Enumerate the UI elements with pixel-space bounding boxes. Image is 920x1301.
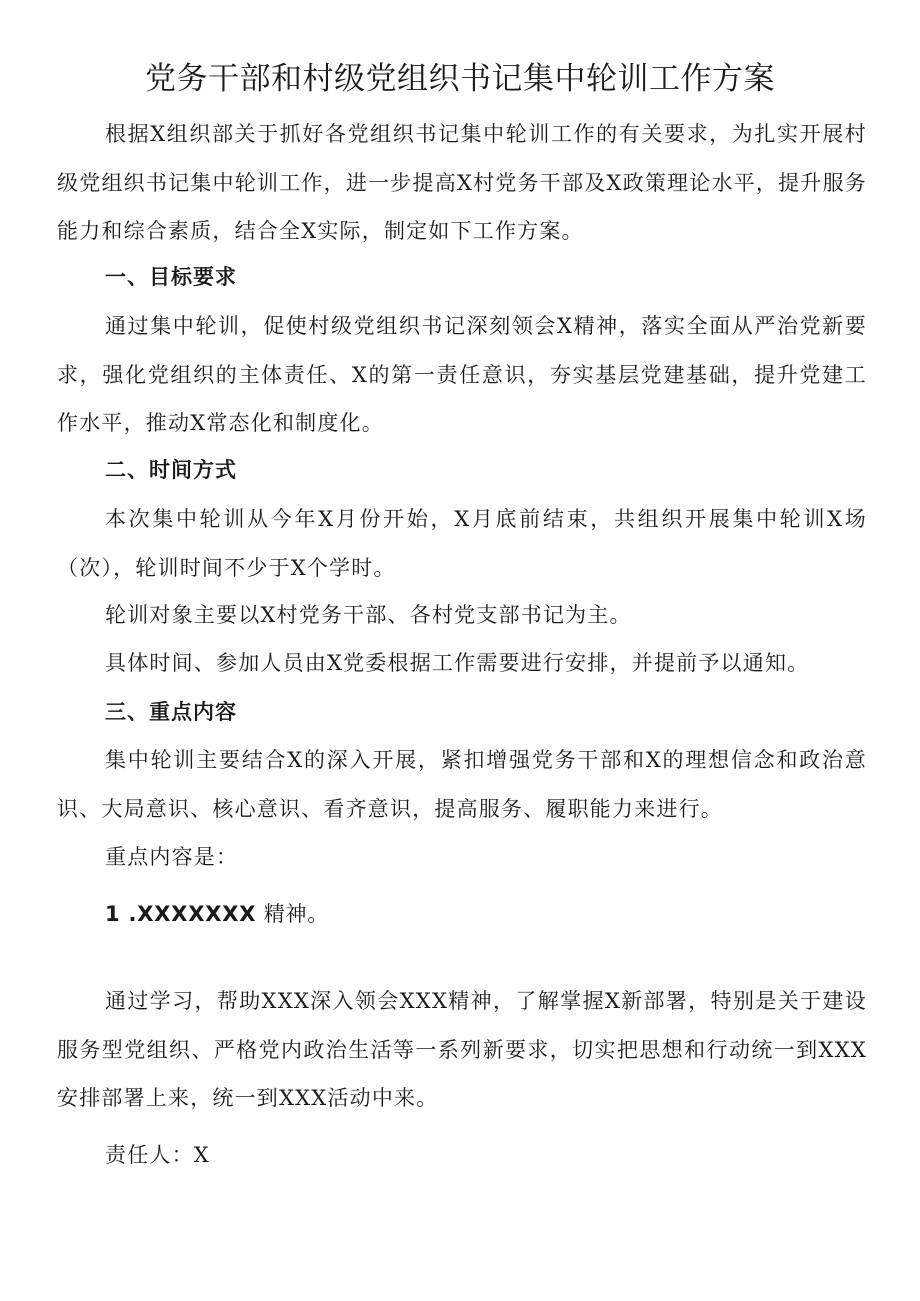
section-heading-content: 三、重点内容 [105,700,237,724]
arrangement-paragraph: 具体时间、参加人员由X党委根据工作需要进行安排，并提前予以通知。 [105,651,810,675]
goals-paragraph: 通过集中轮训，促使村级党组织书记深刻领会X精神，落实全面从严治党新要求，强化党组织的主体责任、X的第一责任意识，夯实基层党建基础，提升党建工作水平，推动X常态化和制度化。 [57,314,867,435]
item-1-body: 通过学习，帮助XXX深入领会XXX精神，了解掌握X新部署，特别是关于建设服务型党组织、严格党内政治生活等一系列新要求，切实把思想和行动统一到XXX安排部署上来，统一到XXX活动中来。 [57,989,867,1110]
section-heading-goals: 一、目标要求 [105,265,237,289]
intro-paragraph: 根据X组织部关于抓好各党组织书记集中轮训工作的有关要求，为扎实开展村级党组织书记集中轮训工作，进一步提高X村党务干部及X政策理论水平，提升服务能力和综合素质，结合全X实际，制定如下工作方案。 [57,122,867,243]
section-heading-schedule: 二、时间方式 [105,458,237,482]
responsible-person: 责任人：X [105,1143,210,1167]
item-1-title [105,890,329,938]
content-paragraph: 集中轮训主要结合X的深入开展，紧扣增强党务干部和X的理想信念和政治意识、大局意识、核心意识、看齐意识，提高服务、履职能力来进行。 [57,748,867,821]
document-title: 党务干部和村级党组织书记集中轮训工作方案 [145,61,775,97]
key-content-label: 重点内容是： [105,845,239,869]
item-1-label: 精神。 [263,902,330,926]
schedule-paragraph: 本次集中轮训从今年X月份开始，X月底前结束，共组织开展集中轮训X场（次），轮训时间不少于X个学时。 [57,507,867,580]
item-1-number: 1 .XXXXXXX [105,902,257,926]
trainees-paragraph: 轮训对象主要以X村党务干部、各村党支部书记为主。 [105,603,632,627]
